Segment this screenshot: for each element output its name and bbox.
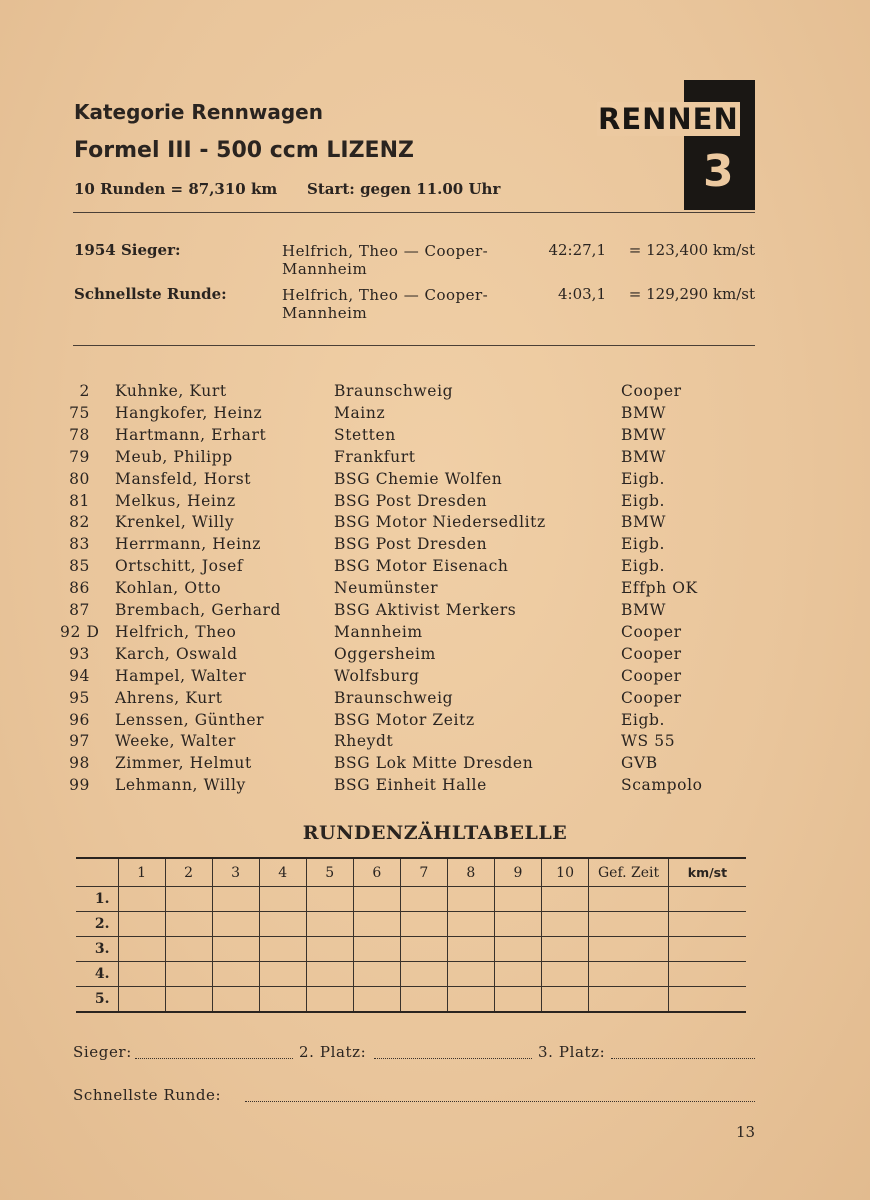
entry-car: Effph OK — [621, 579, 698, 597]
lap-count-table — [76, 857, 746, 1013]
record-label: 1954 Sieger: — [74, 241, 181, 259]
record-speed: = 129,290 km/st — [628, 285, 755, 303]
entry-number: 83 — [69, 535, 90, 553]
table-row — [76, 887, 746, 912]
lap-cell[interactable] — [118, 987, 165, 1013]
entry-driver: Kohlan, Otto — [115, 579, 222, 597]
lap-cell[interactable] — [259, 987, 306, 1013]
entry-number: 98 — [69, 754, 90, 772]
category-heading: Kategorie Rennwagen — [74, 100, 323, 124]
table-row — [76, 962, 746, 987]
lap-table-title: RUNDENZÄHLTABELLE — [302, 822, 568, 844]
entry-club: BSG Post Dresden — [334, 535, 488, 553]
entry-driver: Karch, Oswald — [115, 645, 238, 663]
placing-label: 5. — [76, 987, 118, 1013]
placing-label: 2. — [76, 912, 118, 937]
entry-club: BSG Lok Mitte Dresden — [334, 754, 534, 772]
lap-cell[interactable] — [259, 962, 306, 987]
lap-cell[interactable] — [589, 912, 669, 937]
lap-cell[interactable] — [259, 937, 306, 962]
lap-cell[interactable] — [589, 937, 669, 962]
lap-cell[interactable] — [447, 937, 494, 962]
entry-club: Braunschweig — [334, 382, 454, 400]
winner-line[interactable] — [135, 1057, 293, 1059]
lap-column-header: 1 — [118, 858, 165, 887]
entry-number: 80 — [69, 470, 90, 488]
entry-car: BMW — [621, 448, 666, 466]
lap-cell[interactable] — [306, 887, 353, 912]
lap-cell[interactable] — [447, 887, 494, 912]
lap-cell[interactable] — [589, 962, 669, 987]
lap-cell[interactable] — [668, 887, 746, 912]
lap-cell[interactable] — [400, 987, 447, 1013]
placing-label: 1. — [76, 887, 118, 912]
entry-car: Cooper — [621, 689, 682, 707]
lap-cell[interactable] — [494, 937, 541, 962]
entry-club: Frankfurt — [334, 448, 416, 466]
entry-driver: Melkus, Heinz — [115, 492, 236, 510]
entry-car: Eigb. — [621, 557, 666, 575]
lap-cell[interactable] — [118, 937, 165, 962]
entry-club: Mannheim — [334, 623, 423, 641]
lap-cell[interactable] — [118, 962, 165, 987]
lap-cell[interactable] — [447, 987, 494, 1013]
entry-car: Cooper — [621, 382, 682, 400]
entry-car: Cooper — [621, 623, 682, 641]
entry-driver: Krenkel, Willy — [115, 513, 235, 531]
entry-driver: Hangkofer, Heinz — [115, 404, 263, 422]
entry-driver: Lenssen, Günther — [115, 711, 265, 729]
entry-number: 94 — [69, 667, 90, 685]
lap-cell[interactable] — [212, 912, 259, 937]
record-time: 4:03,1 — [558, 285, 606, 303]
lap-column-header: 4 — [259, 858, 306, 887]
entry-club: Wolfsburg — [334, 667, 420, 685]
lap-cell[interactable] — [447, 962, 494, 987]
winner-label: Sieger: — [73, 1043, 132, 1061]
entry-club: BSG Aktivist Merkers — [334, 601, 517, 619]
entry-number: 85 — [69, 557, 90, 575]
lap-cell[interactable] — [400, 962, 447, 987]
third-place-label: 3. Platz: — [538, 1043, 606, 1061]
lap-column-header: 8 — [447, 858, 494, 887]
entry-driver: Ahrens, Kurt — [115, 689, 223, 707]
entry-driver: Ortschitt, Josef — [115, 557, 244, 575]
lap-cell[interactable] — [306, 912, 353, 937]
lap-column-header: Gef. Zeit — [589, 858, 669, 887]
entry-club: BSG Einheit Halle — [334, 776, 487, 794]
lap-cell[interactable] — [212, 937, 259, 962]
record-label: Schnellste Runde: — [74, 285, 227, 303]
entry-number: 82 — [69, 513, 90, 531]
lap-cell[interactable] — [353, 987, 400, 1013]
lap-cell[interactable] — [541, 987, 588, 1013]
entry-number: 87 — [69, 601, 90, 619]
lap-cell[interactable] — [118, 887, 165, 912]
lap-cell[interactable] — [668, 937, 746, 962]
lap-cell[interactable] — [165, 887, 212, 912]
lap-cell[interactable] — [165, 987, 212, 1013]
entry-club: BSG Chemie Wolfen — [334, 470, 503, 488]
lap-cell[interactable] — [165, 937, 212, 962]
lap-cell[interactable] — [212, 962, 259, 987]
entry-club: Oggersheim — [334, 645, 436, 663]
table-row — [76, 937, 746, 962]
entry-car: WS 55 — [621, 732, 676, 750]
start-time: Start: gegen 11.00 Uhr — [307, 180, 501, 198]
lap-column-header: 2 — [165, 858, 212, 887]
entry-club: Stetten — [334, 426, 396, 444]
entry-car: Eigb. — [621, 535, 666, 553]
entry-driver: Helfrich, Theo — [115, 623, 237, 641]
entry-club: Mainz — [334, 404, 386, 422]
entry-number: 93 — [69, 645, 90, 663]
lap-cell[interactable] — [668, 912, 746, 937]
formula-heading: Formel III - 500 ccm LIZENZ — [74, 138, 414, 163]
lap-cell[interactable] — [494, 987, 541, 1013]
entry-car: Cooper — [621, 645, 682, 663]
lap-cell[interactable] — [589, 987, 669, 1013]
entry-car: BMW — [621, 426, 666, 444]
page-number: 13 — [736, 1123, 756, 1141]
third-place-line[interactable] — [611, 1057, 755, 1059]
lap-cell[interactable] — [353, 912, 400, 937]
entry-number: 81 — [69, 492, 90, 510]
entry-driver: Hampel, Walter — [115, 667, 247, 685]
entry-driver: Kuhnke, Kurt — [115, 382, 227, 400]
lap-cell[interactable] — [353, 887, 400, 912]
entry-number: 99 — [69, 776, 90, 794]
record-driver: Helfrich, Theo — Cooper-Mannheim — [282, 286, 489, 322]
entry-club: BSG Motor Niedersedlitz — [334, 513, 546, 531]
fastest-lap-line[interactable] — [245, 1100, 755, 1102]
entry-car: GVB — [621, 754, 658, 772]
entry-number: 96 — [69, 711, 90, 729]
table-row — [76, 987, 746, 1013]
race-label: RENNEN — [598, 102, 739, 136]
entry-car: Cooper — [621, 667, 682, 685]
lap-column-header: 5 — [306, 858, 353, 887]
entry-driver: Brembach, Gerhard — [115, 601, 282, 619]
lap-cell[interactable] — [259, 912, 306, 937]
lap-cell[interactable] — [353, 962, 400, 987]
entry-club: BSG Motor Zeitz — [334, 711, 475, 729]
entry-number: 86 — [69, 579, 90, 597]
entry-number: 97 — [69, 732, 90, 750]
lap-cell[interactable] — [306, 937, 353, 962]
lap-column-header: 7 — [400, 858, 447, 887]
record-time: 42:27,1 — [548, 241, 606, 259]
placing-label: 3. — [76, 937, 118, 962]
lap-cell[interactable] — [212, 987, 259, 1013]
lap-cell[interactable] — [668, 987, 746, 1013]
entry-driver: Zimmer, Helmut — [115, 754, 252, 772]
divider — [73, 212, 755, 213]
lap-cell[interactable] — [165, 962, 212, 987]
second-place-label: 2. Platz: — [299, 1043, 367, 1061]
entry-car: BMW — [621, 404, 666, 422]
divider — [73, 345, 755, 346]
corner-cell — [76, 858, 118, 887]
entry-car: BMW — [621, 601, 666, 619]
lap-cell[interactable] — [212, 887, 259, 912]
entry-club: BSG Motor Eisenach — [334, 557, 509, 575]
lap-cell[interactable] — [353, 937, 400, 962]
lap-cell[interactable] — [306, 962, 353, 987]
placing-label: 4. — [76, 962, 118, 987]
entry-driver: Mansfeld, Horst — [115, 470, 252, 488]
entry-driver: Hartmann, Erhart — [115, 426, 267, 444]
entry-driver: Weeke, Walter — [115, 732, 236, 750]
lap-cell[interactable] — [400, 937, 447, 962]
lap-cell[interactable] — [306, 987, 353, 1013]
lap-cell[interactable] — [400, 912, 447, 937]
entry-car: Scampolo — [621, 776, 703, 794]
lap-cell[interactable] — [494, 887, 541, 912]
lap-cell[interactable] — [494, 912, 541, 937]
lap-cell[interactable] — [447, 912, 494, 937]
laps-distance: 10 Runden = 87,310 km — [74, 180, 278, 198]
entry-club: Rheydt — [334, 732, 394, 750]
record-speed: = 123,400 km/st — [628, 241, 755, 259]
entry-driver: Lehmann, Willy — [115, 776, 246, 794]
entry-car: BMW — [621, 513, 666, 531]
lap-column-header: 3 — [212, 858, 259, 887]
fastest-lap-label: Schnellste Runde: — [73, 1086, 222, 1104]
entry-car: Eigb. — [621, 492, 666, 510]
lap-column-header: 9 — [494, 858, 541, 887]
entry-car: Eigb. — [621, 711, 666, 729]
race-number: 3 — [703, 146, 734, 197]
entry-driver: Meub, Philipp — [115, 448, 233, 466]
lap-column-header: 10 — [541, 858, 588, 887]
lap-cell[interactable] — [259, 887, 306, 912]
lap-cell[interactable] — [494, 962, 541, 987]
lap-cell[interactable] — [541, 937, 588, 962]
lap-cell[interactable] — [165, 912, 212, 937]
entry-club: Braunschweig — [334, 689, 454, 707]
lap-cell[interactable] — [541, 912, 588, 937]
entry-club: BSG Post Dresden — [334, 492, 488, 510]
entry-car: Eigb. — [621, 470, 666, 488]
entry-number: 92 D — [60, 623, 100, 641]
second-place-line[interactable] — [374, 1057, 532, 1059]
entry-number: 2 — [79, 382, 90, 400]
entry-number: 78 — [69, 426, 90, 444]
record-driver: Helfrich, Theo — Cooper-Mannheim — [282, 242, 489, 278]
entry-number: 79 — [69, 448, 90, 466]
entry-number: 75 — [69, 404, 90, 422]
lap-cell[interactable] — [541, 962, 588, 987]
lap-cell[interactable] — [541, 887, 588, 912]
lap-cell[interactable] — [118, 912, 165, 937]
lap-column-header: 6 — [353, 858, 400, 887]
entry-driver: Herrmann, Heinz — [115, 535, 262, 553]
table-row — [76, 912, 746, 937]
lap-cell[interactable] — [589, 887, 669, 912]
lap-cell[interactable] — [668, 962, 746, 987]
entry-number: 95 — [69, 689, 90, 707]
lap-cell[interactable] — [400, 887, 447, 912]
entry-club: Neumünster — [334, 579, 439, 597]
lap-column-header: km/st — [668, 858, 746, 887]
